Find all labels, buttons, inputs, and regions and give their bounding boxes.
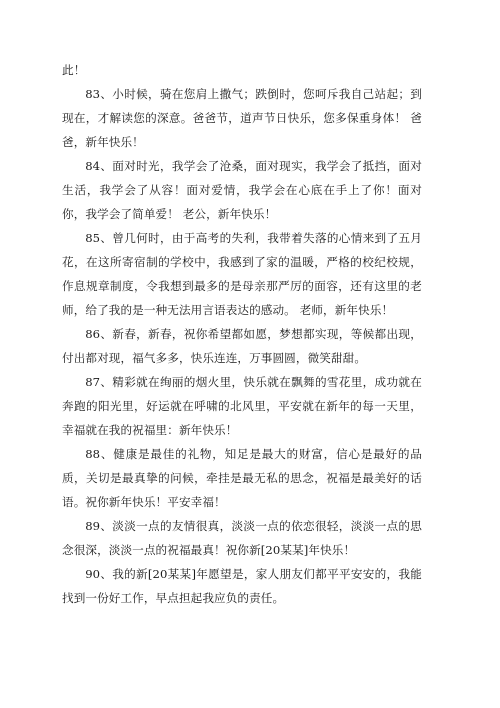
- paragraph-89: 89、淡淡一点的友情很真，淡淡一点的依恋很轻，淡淡一点的思念很深，淡淡一点的祝福最真！祝你新[20某某]年快乐！: [62, 519, 422, 557]
- paragraph-83: 83、小时候，骑在您肩上撒气；跌倒时，您呵斥我自己站起；到现在，才解读您的深意。爸爸节，道声节日快乐，您多保重身体！ 爸爸，新年快乐！: [62, 87, 422, 149]
- paragraph-continuation: 此！: [62, 63, 86, 77]
- paragraph-85: 85、曾几何时，由于高考的失利，我带着失落的心情来到了五月花，在这所寄宿制的学校中，我感到了家的温暖，严格的校纪校规，作息规章制度，令我想到最多的是母亲那严厉的面容，还有这里的老师，给了我的是一种无法用言语表达的感动。 老师，新年快乐！: [62, 231, 422, 317]
- paragraph-84: 84、面对时光，我学会了沧桑，面对现实，我学会了抵挡，面对生活，我学会了从容！面对爱情，我学会在心底在手上了你！面对你，我学会了简单爱！ 老公，新年快乐！: [62, 159, 422, 221]
- document-body: [62, 58, 422, 610]
- paragraph-87: 87、精彩就在绚丽的烟火里，快乐就在飘舞的雪花里，成功就在奔跑的阳光里，好运就在呼啸的北风里，平安就在新年的每一天里，幸福就在我的祝福里：新年快乐！: [62, 375, 422, 437]
- paragraph-86: 86、新春，新春，祝你希望都如愿，梦想都实现，等候都出现，付出都对现，福气多多，快乐连连，万事圆圆，微笑甜甜。: [62, 327, 422, 365]
- paragraph-88: 88、健康是最佳的礼物，知足是最大的财富，信心是最好的品质，关切是最真挚的问候，牵挂是最无私的思念，祝福是最美好的话语。祝你新年快乐！平安幸福！: [62, 447, 422, 509]
- paragraph-90: 90、我的新[20某某]年愿望是，家人朋友们都平平安安的，我能找到一份好工作，早点担起我应负的责任。: [62, 567, 422, 605]
